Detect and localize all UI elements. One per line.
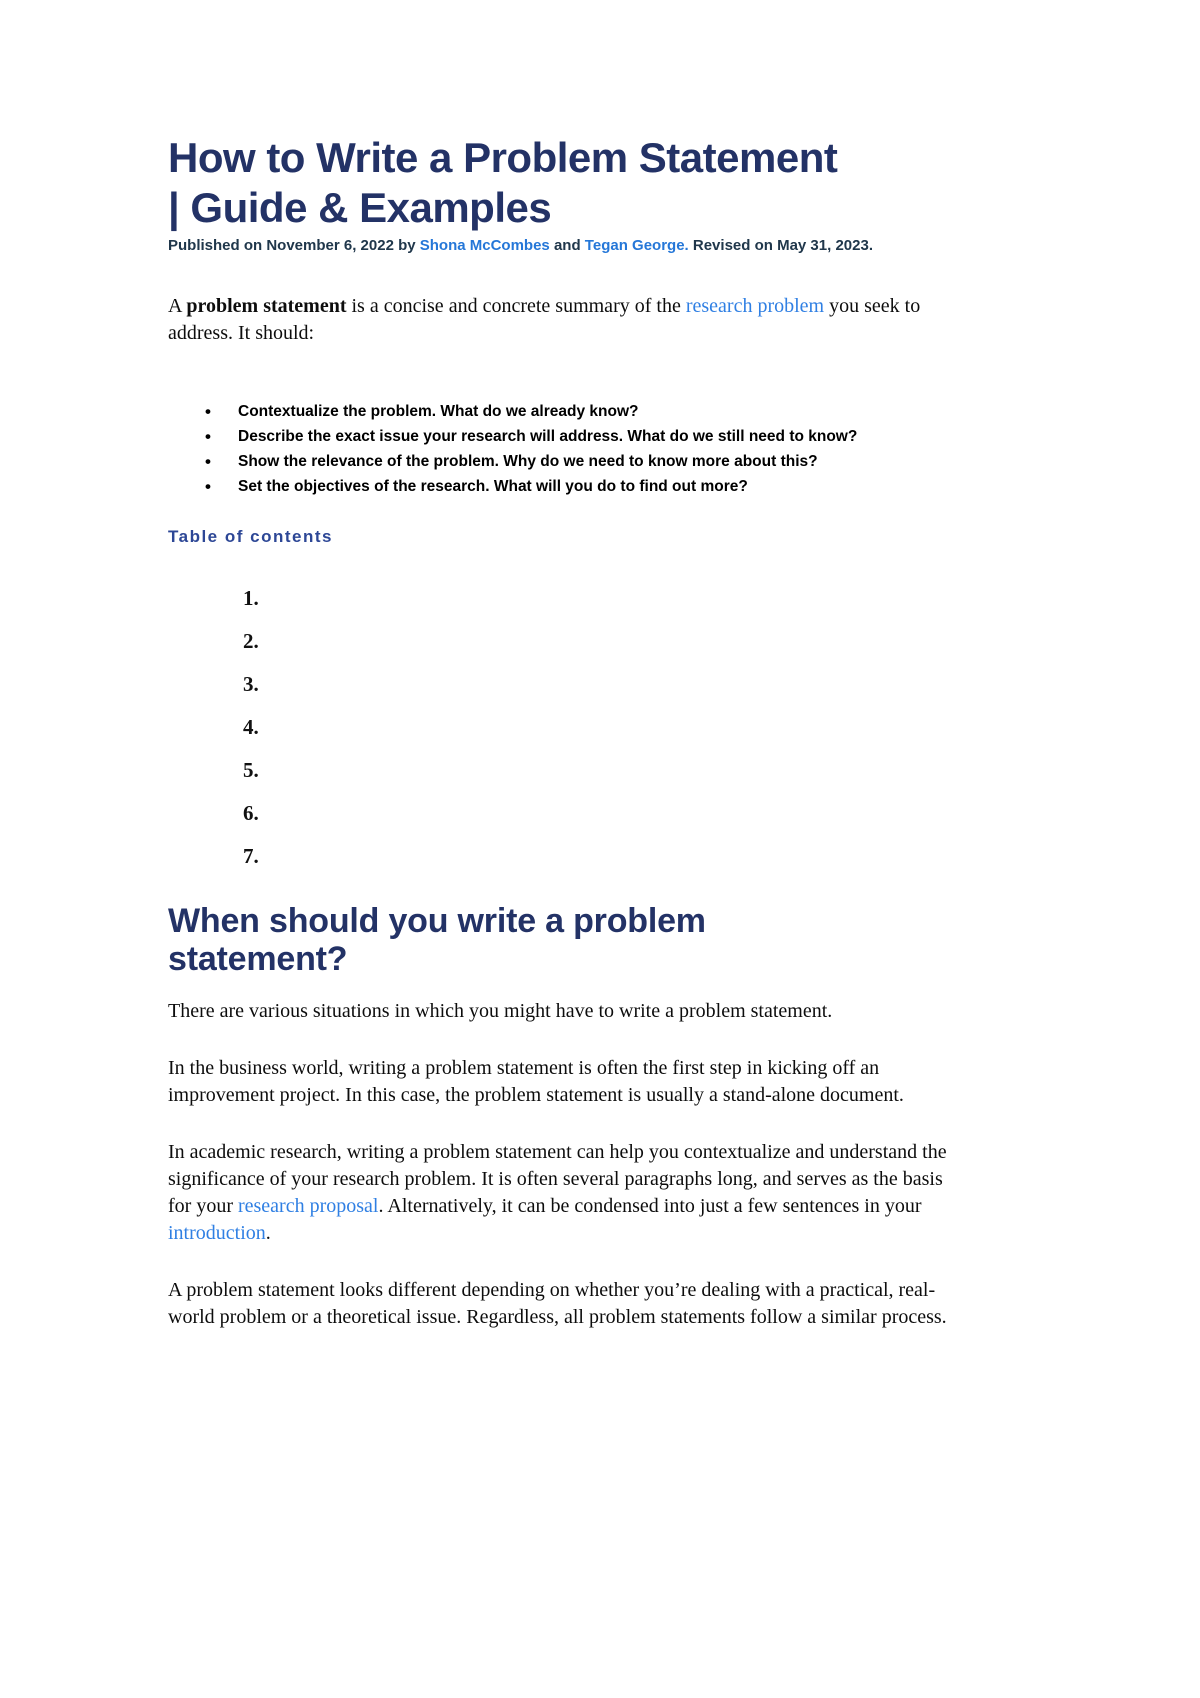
- document-content: [168, 0, 968, 1331]
- byline-separator: and: [549, 237, 585, 254]
- research-problem-link[interactable]: research problem: [685, 295, 825, 317]
- bullet-item-contextualize: • Contextualize the problem. What do we already know?: [205, 399, 968, 424]
- paragraph-3-text-start: In academic research, writing a problem statement can help you contextualize and understand the significance of your research problem. It is often several paragraphs long, and serves as the basis for your: [168, 1141, 947, 1217]
- page-title-line1: How to Write a Problem Statement: [168, 134, 838, 181]
- bullet-item-describe: • Describe the exact issue your research will address. What do we still need to know?: [205, 424, 968, 449]
- page-title: [168, 133, 968, 233]
- author-link-shona-mccombes[interactable]: Shona McCombes: [419, 237, 550, 254]
- toc-item-2[interactable]: 2.: [243, 629, 259, 653]
- byline: [168, 236, 898, 255]
- intro-bold-term: problem statement: [186, 295, 347, 317]
- intro-text-end: you seek to address. It should:: [168, 295, 921, 344]
- toc-item-4[interactable]: 4.: [243, 715, 259, 739]
- paragraph-3-text-middle: . Alternatively, it can be condensed into just a few sentences in your: [378, 1195, 922, 1217]
- section-paragraph-4: A problem statement looks different depending on whether you’re dealing with a practical, real-world problem or a theoretical issue. Regardless, all problem statements follow a similar process.: [168, 1279, 947, 1328]
- byline-prefix: Published on November 6, 2022 by: [168, 237, 420, 254]
- requirements-bullet-list: [205, 399, 968, 499]
- toc-heading: Table of contents: [168, 527, 333, 546]
- toc-item-1[interactable]: 1.: [243, 586, 259, 610]
- section-paragraph-2: In the business world, writing a problem statement is often the first step in kicking off an improvement project. In this case, the problem statement is usually a stand-alone document.: [168, 1057, 904, 1106]
- research-proposal-link[interactable]: research proposal: [237, 1195, 379, 1217]
- section-heading-when-to-write: When should you write a problem statement?: [168, 902, 706, 978]
- toc-item-7[interactable]: 7.: [243, 844, 259, 868]
- byline-revised-text: Revised on May 31, 2023.: [688, 237, 873, 254]
- toc-item-6[interactable]: 6.: [243, 801, 259, 825]
- section-paragraph-3: [168, 1139, 968, 1247]
- intro-text-middle: is a concise and concrete summary of the: [346, 295, 686, 317]
- intro-paragraph: [168, 293, 968, 347]
- bullet-item-show-relevance: • Show the relevance of the problem. Why do we need to know more about this?: [205, 449, 968, 474]
- page-title-line2: | Guide & Examples: [168, 184, 552, 231]
- bullet-item-set-objectives: • Set the objectives of the research. What will you do to find out more?: [205, 474, 968, 499]
- author-link-tegan-george[interactable]: Tegan George.: [584, 237, 689, 254]
- intro-text-start: A: [168, 295, 187, 317]
- toc-list: [243, 585, 968, 886]
- toc-item-3[interactable]: 3.: [243, 672, 259, 696]
- paragraph-3-text-end: .: [265, 1222, 271, 1244]
- section-paragraph-1: There are various situations in which you might have to write a problem statement.: [168, 1000, 833, 1022]
- introduction-link[interactable]: introduction: [168, 1222, 266, 1244]
- toc-item-5[interactable]: 5.: [243, 758, 259, 782]
